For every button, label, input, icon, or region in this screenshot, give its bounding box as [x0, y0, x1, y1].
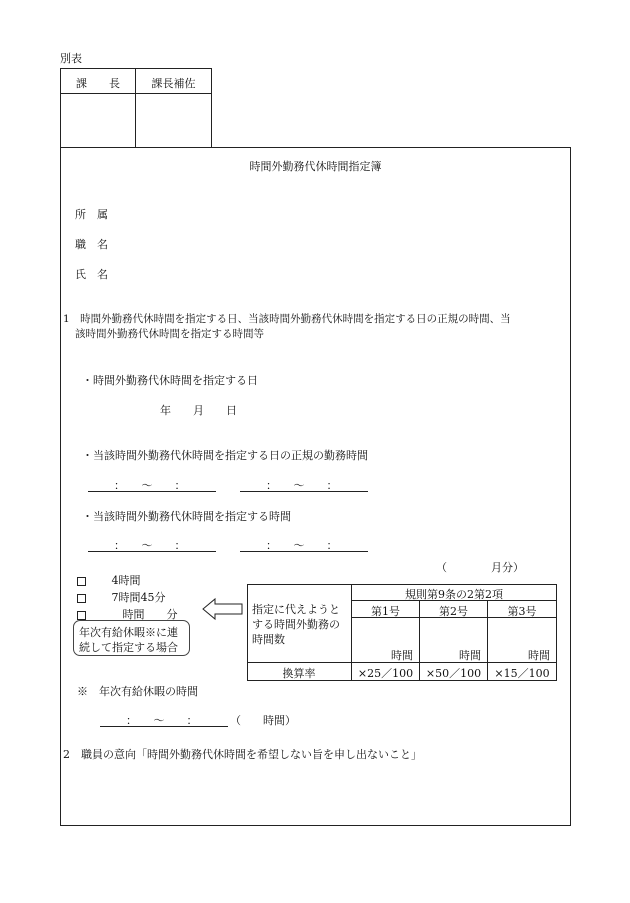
- option-custom-label: 時間 分: [111, 608, 178, 621]
- hours-unit-1: 時間: [391, 649, 413, 662]
- annual-leave-label: ※ 年次有給休暇の時間: [77, 685, 198, 698]
- annual-leave-time-range: ： 〜 ：: [126, 714, 198, 727]
- designated-hours-underline-2: [240, 551, 368, 552]
- row-header-line1: 指定に代えようと: [252, 603, 340, 616]
- approval-header-kacho: [60, 68, 136, 94]
- col-header-1: 第1号: [371, 605, 400, 618]
- annual-leave-note-box: [73, 620, 190, 656]
- regular-hours-range-1: ： 〜 ：: [114, 479, 186, 492]
- section2-heading: 2 職員の意向「時間外勤務代休時間を希望しない旨を申し出ないこと」: [63, 748, 422, 761]
- hours-unit-3: 時間: [528, 649, 550, 662]
- regular-hours-underline-1: [88, 491, 216, 492]
- option-custom-checkbox[interactable]: [77, 611, 86, 620]
- section1-heading-line2: 該時間外勤務代休時間を指定する時間等: [75, 328, 264, 340]
- month-note: （ 月分）: [436, 561, 524, 574]
- annual-leave-hours: （ 時間）: [230, 714, 296, 727]
- designated-hours-label: ・当該時間外勤務代休時間を指定する時間: [82, 510, 291, 523]
- row-header-line3: 時間数: [252, 633, 285, 646]
- designated-hours-underline-1: [88, 551, 216, 552]
- rate-label: 換算率: [282, 667, 316, 680]
- regular-hours-label: ・当該時間外勤務代休時間を指定する日の正規の勤務時間: [82, 449, 368, 462]
- approval-header-kacho-hosa: [135, 68, 212, 94]
- annual-leave-note-line1: 年次有給休暇※に連: [79, 626, 178, 639]
- annual-leave-note-line2: 続して指定する場合: [79, 641, 178, 654]
- approval-stamp-kacho-hosa: [135, 93, 212, 148]
- option-7h45: [77, 589, 166, 605]
- group-header: 規則第9条の2第2項: [405, 588, 503, 601]
- rate-3: ×15／100: [494, 667, 550, 680]
- option-4h-checkbox[interactable]: [77, 577, 86, 586]
- hours-unit-2: 時間: [459, 649, 481, 662]
- designated-day-date: 年 月 日: [160, 404, 237, 417]
- appendix-label: 別表: [60, 52, 82, 65]
- position-label: 職 名: [75, 238, 108, 251]
- option-4h: [77, 572, 141, 588]
- affiliation-label: 所 属: [75, 208, 108, 221]
- form-title: 時間外勤務代休時間指定簿: [249, 160, 382, 173]
- annual-leave-underline: [100, 726, 228, 727]
- arrow-left-icon: [202, 597, 244, 621]
- col-header-3: 第3号: [507, 605, 537, 618]
- approval-stamp-kacho: [60, 93, 136, 148]
- rate-2: ×50／100: [425, 667, 482, 680]
- option-7h45-checkbox[interactable]: [77, 594, 86, 603]
- approval-kacho-hosa-label: 課長補佐: [151, 77, 196, 90]
- option-7h45-label: 7時間45分: [111, 591, 166, 604]
- designated-hours-range-1: ： 〜 ：: [114, 539, 186, 552]
- regular-hours-range-2: ： 〜 ：: [266, 479, 338, 492]
- regular-hours-underline-2: [240, 491, 368, 492]
- rate-1: ×25／100: [357, 667, 414, 680]
- option-4h-label: 4時間: [111, 574, 141, 587]
- name-label: 氏 名: [75, 268, 108, 281]
- approval-kacho-label: 課 長: [76, 77, 120, 90]
- col-header-2: 第2号: [439, 605, 468, 618]
- designated-hours-range-2: ： 〜 ：: [266, 539, 338, 552]
- designated-day-label: ・時間外勤務代休時間を指定する日: [82, 374, 258, 387]
- conversion-table: [247, 584, 556, 680]
- row-header-line2: する時間外勤務の: [252, 618, 340, 631]
- section1-heading-line1: 1 時間外勤務代休時間を指定する日、当該時間外勤務代休時間を指定する日の正規の時間、当: [63, 313, 511, 325]
